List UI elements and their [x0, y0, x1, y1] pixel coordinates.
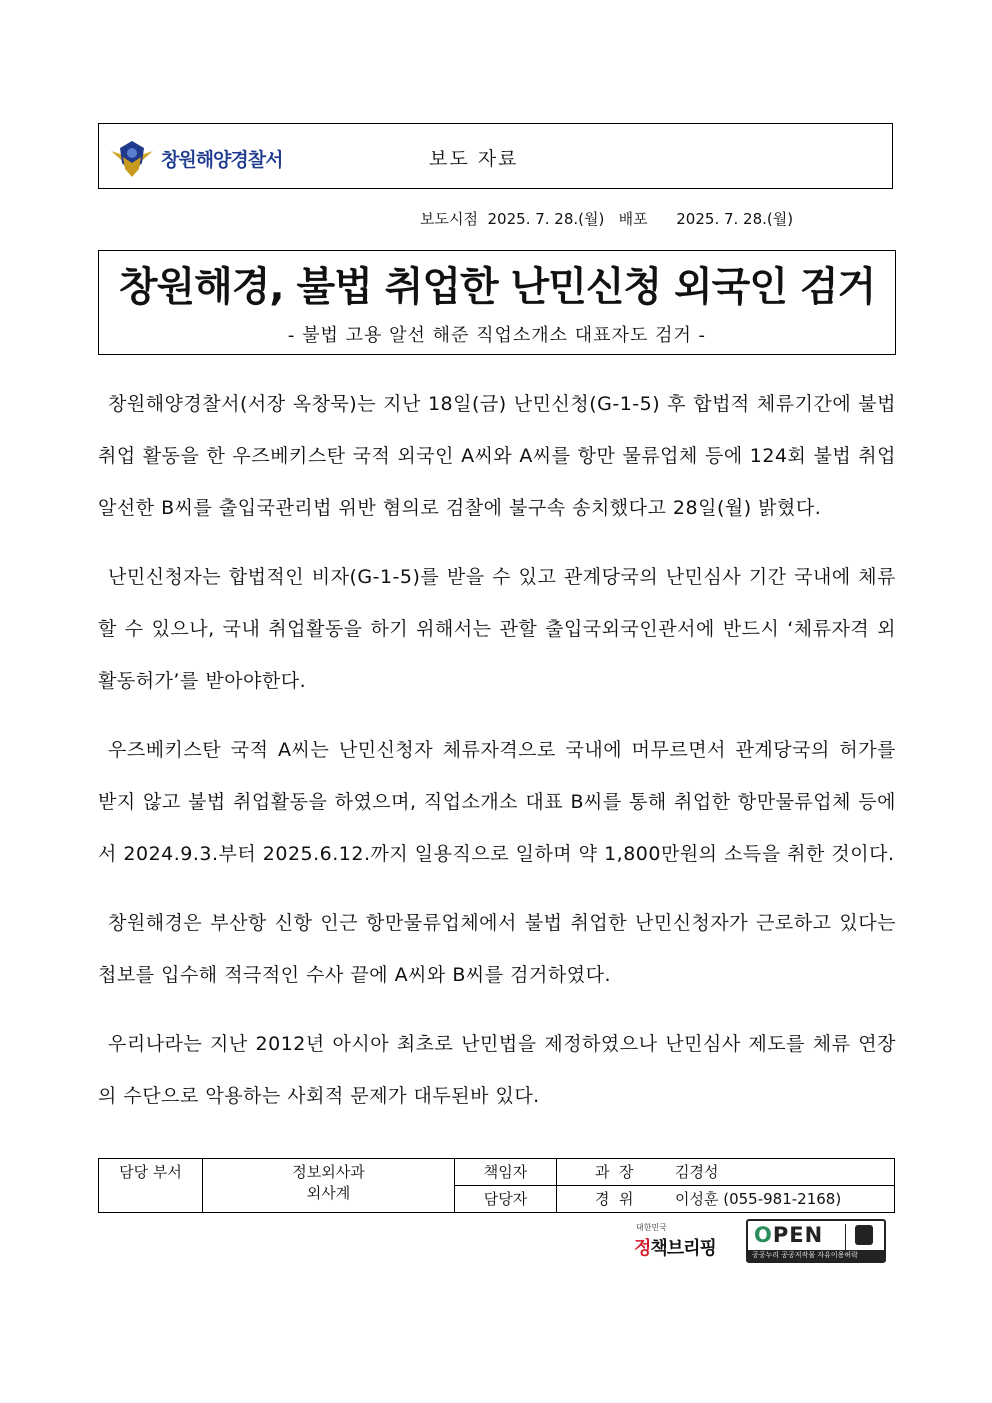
article-body	[98, 378, 896, 1132]
policy-briefing-logo: 대한민국 정책브리핑	[634, 1223, 716, 1259]
dept-value: 정보외사과 외사계	[203, 1159, 455, 1213]
coast-guard-emblem-icon	[109, 135, 155, 181]
distribute-date: 2025. 7. 28.(월)	[676, 210, 794, 228]
dept-label: 담당 부서	[99, 1159, 203, 1213]
contact-label: 담당자	[455, 1186, 557, 1213]
attribution-person-icon	[845, 1224, 880, 1250]
paragraph-4: 창원해경은 부산항 신항 인근 항만물류업체에서 불법 취업한 난민신청자가 근로하고 있다는 첩보를 입수해 적극적인 수사 끝에 A씨와 B씨를 검거하였다.	[98, 912, 896, 986]
responsible-label: 책임자	[455, 1159, 557, 1186]
paragraph-1: 창원해양경찰서(서장 옥창묵)는 지난 18일(금) 난민신청(G-1-5) 후 합법적 체류기간에 불법 취업 활동을 한 우즈베키스탄 국적 외국인 A씨와 A씨를 항만 물류업체 등에 124회 불법 취업 알선한 B씨를 출입국관리법 위반 혐의로 검찰에 불구속 송치했다고 28일(월) 밝혔다.	[98, 393, 896, 519]
headline-box	[98, 250, 896, 355]
footer-logos	[632, 1218, 886, 1264]
contact-table	[98, 1158, 895, 1213]
kogl-open-license-badge: OPEN 공공누리 공공저작물 자유이용허락	[746, 1219, 886, 1263]
agency-logo	[109, 135, 282, 181]
dateline	[420, 208, 793, 229]
release-label: 보도시점	[420, 210, 478, 228]
press-header	[98, 123, 893, 189]
paragraph-5: 우리나라는 지난 2012년 아시아 최초로 난민법을 제정하였으나 난민심사 제도를 체류 연장의 수단으로 악용하는 사회적 문제가 대두된바 있다.	[98, 1033, 896, 1107]
contact-value: 경 위 이성훈 (055-981-2168)	[557, 1186, 895, 1213]
distribute-label: 배포	[618, 210, 648, 228]
paragraph-3: 우즈베키스탄 국적 A씨는 난민신청자 체류자격으로 국내에 머무르면서 관계당국의 허가를 받지 않고 불법 취업활동을 하였으며, 직업소개소 대표 B씨를 통해 취업한 항만물류업체 등에서 2024.9.3.부터 2025.6.12.까지 일용직으로 일하며 약 1,800만원의 소득을 취한 것이다.	[98, 739, 896, 865]
headline-subtitle: - 불법 고용 알선 해준 직업소개소 대표자도 검거 -	[287, 325, 707, 346]
headline-title: 창원해경, 불법 취업한 난민신청 외국인 검거	[118, 264, 876, 310]
doc-type-label: 보도 자료	[429, 148, 519, 170]
agency-name: 창원해양경찰서	[161, 148, 283, 171]
release-date: 2025. 7. 28.(월)	[487, 210, 605, 228]
paragraph-2: 난민신청자는 합법적인 비자(G-1-5)를 받을 수 있고 관계당국의 난민심사 기간 국내에 체류할 수 있으나, 국내 취업활동을 하기 위해서는 관할 출입국외국인관서에 반드시 ‘체류자격 외 활동허가’를 받아야한다.	[98, 566, 896, 692]
responsible-value: 과 장 김경성	[557, 1159, 895, 1186]
